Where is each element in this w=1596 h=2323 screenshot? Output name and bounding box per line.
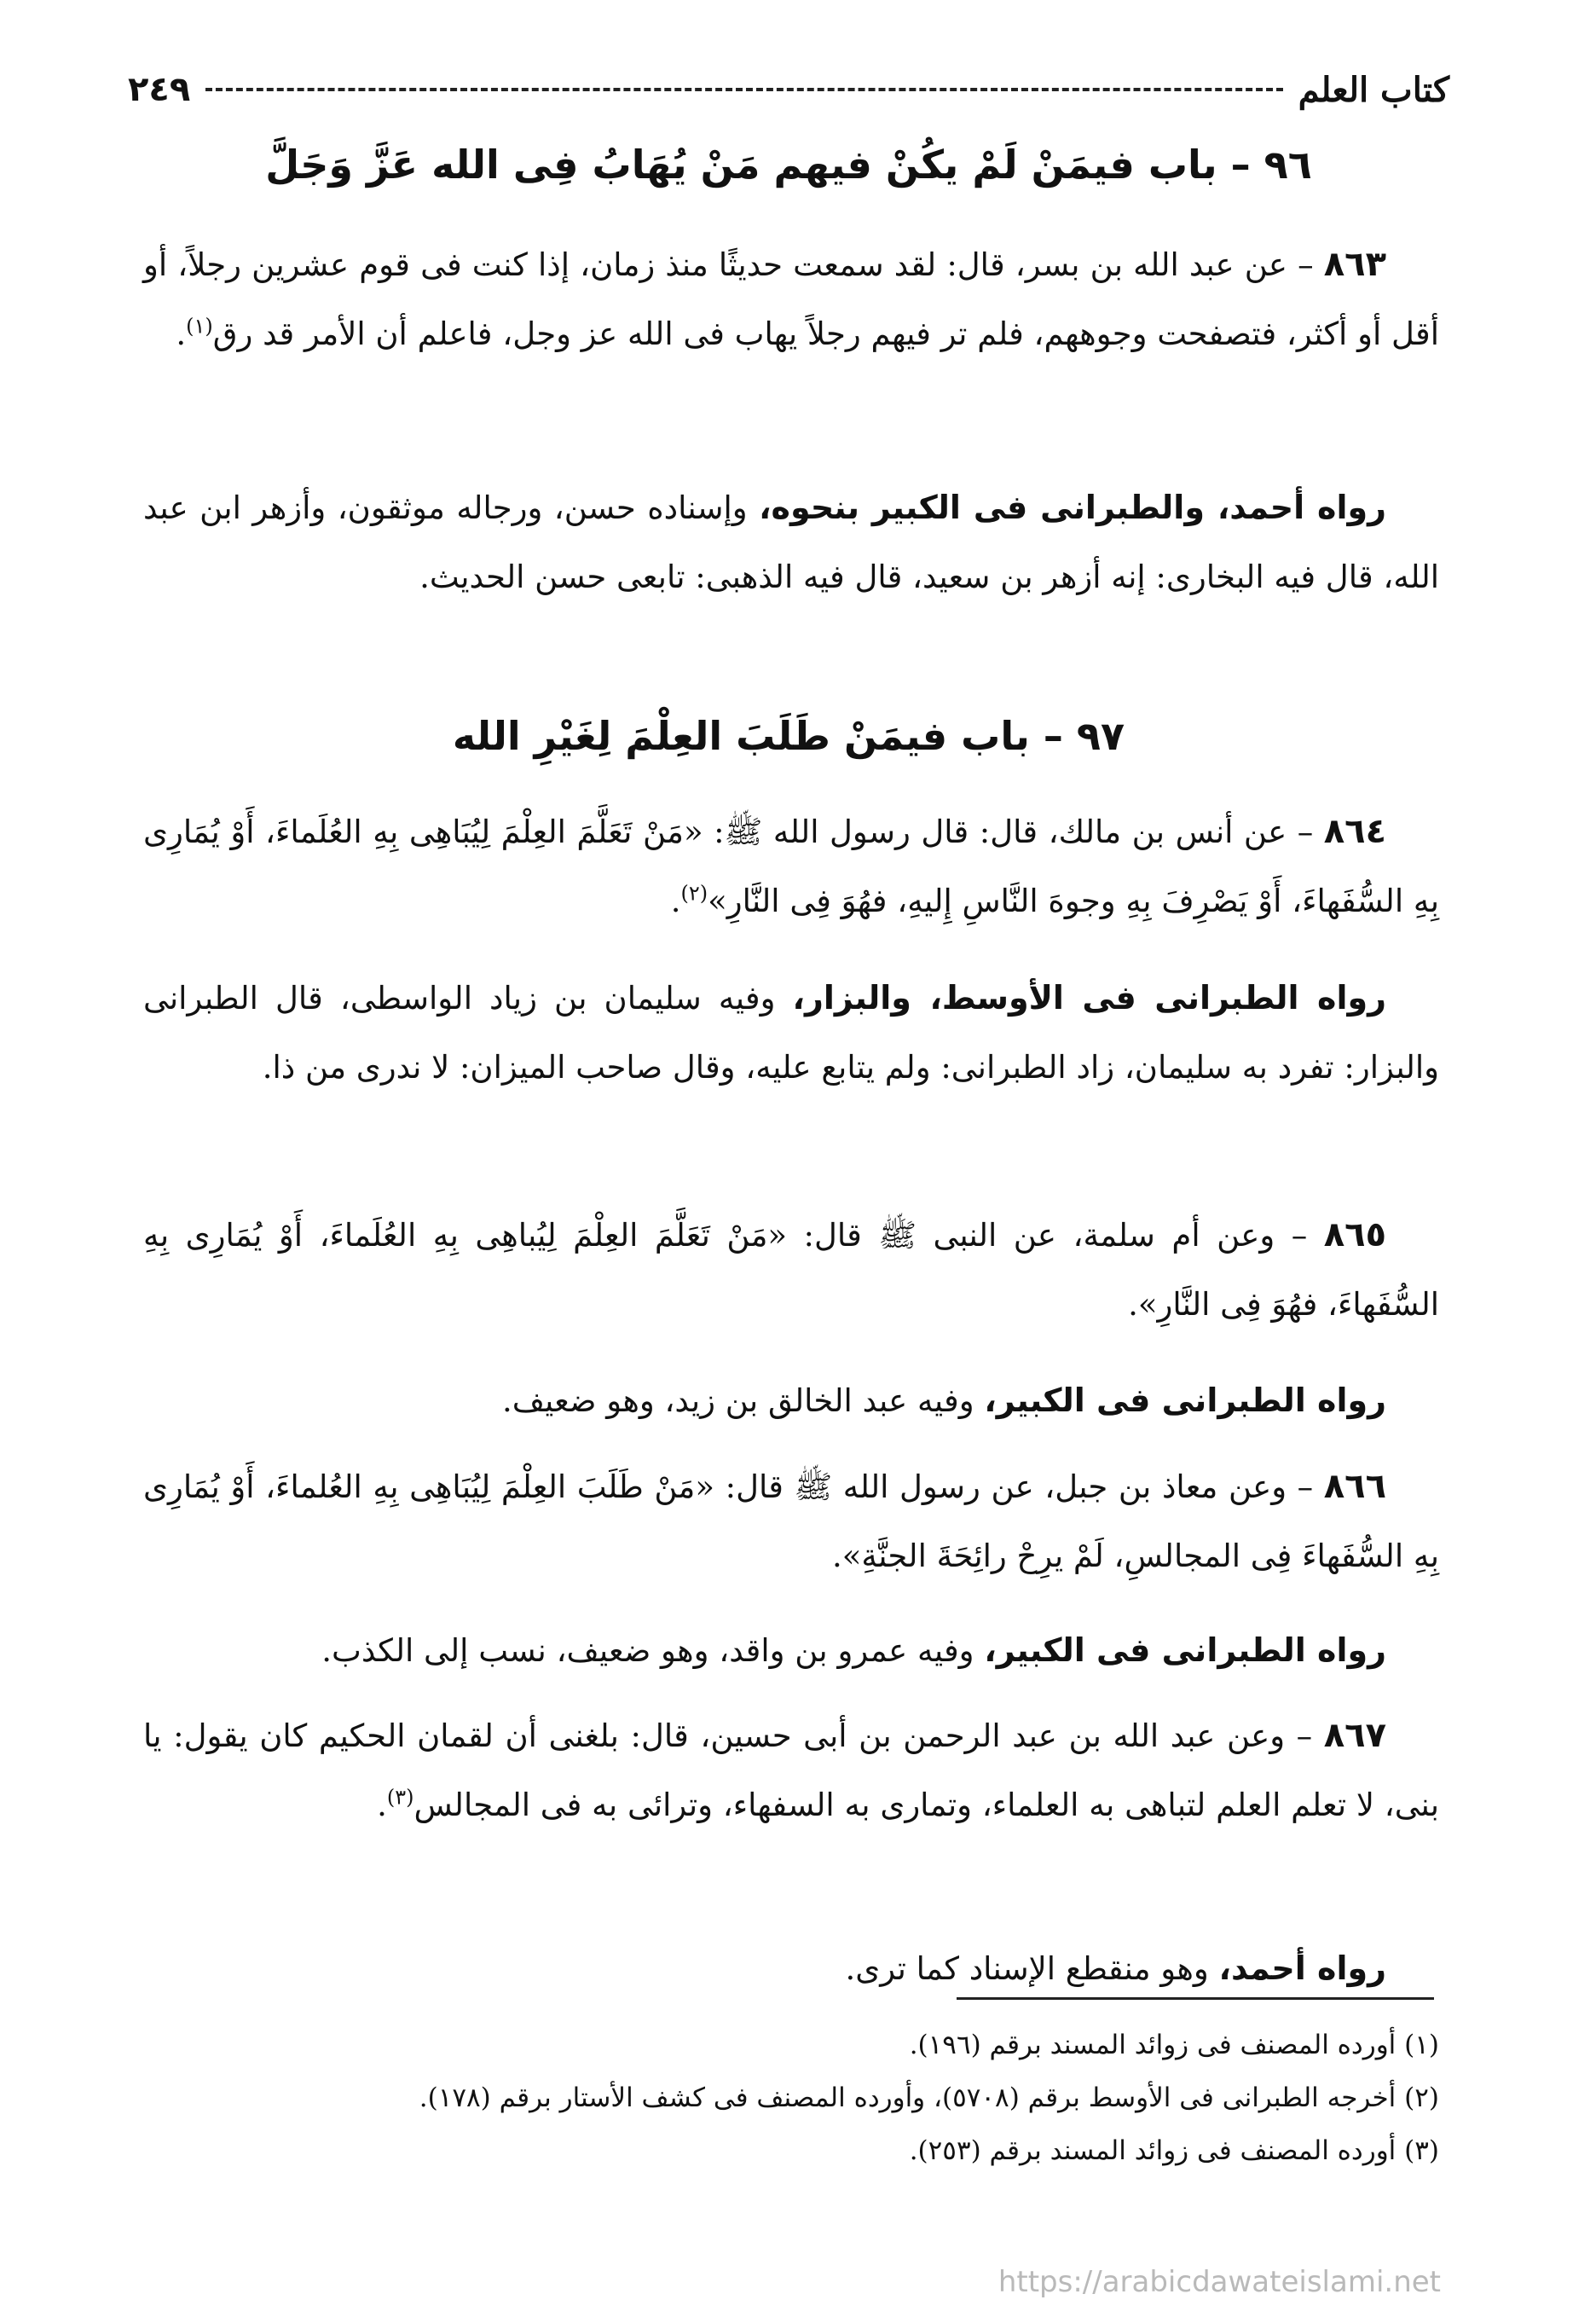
hadith-866-source	[143, 1616, 1439, 1685]
sentence-end: .	[670, 883, 681, 919]
watermark-url: https://arabicdawateislami.net	[998, 2265, 1441, 2299]
book-title: كتاب العلم	[1298, 69, 1449, 110]
running-header	[128, 60, 1449, 119]
hadith-863-source	[143, 473, 1439, 611]
hadith-text: – وعن أم سلمة، عن النبى ﷺ قال: «مَنْ تَعَلَّمَ العِلْمَ لِيُباهِى بِهِ العُلَماءَ، أَوْ يُمَارِى بِهِ السُّفَهاءَ، فهُوَ فِى النَّارِ».	[143, 1217, 1439, 1323]
source-attribution: رواه الطبرانى فى الكبير،	[984, 1382, 1386, 1419]
hadith-text: – عن أنس بن مالك، قال: قال رسول الله ﷺ: «مَنْ تَعَلَّمَ العِلْمَ لِيُبَاهِى بِهِ العُلَماءَ، أَوْ يُمَارِى بِهِ السُّفَهاءَ، أَوْ يَصْرِفَ بِهِ وجوهَ النَّاسِ إِليهِ، فهُوَ فِى النَّارِ»	[143, 814, 1439, 919]
hadith-866	[143, 1452, 1439, 1590]
footnote-2: (٢) أخرجه الطبرانى فى الأوسط برقم (٥٧٠٨)، وأورده المصنف فى كشف الأستار برقم (١٧٨).	[419, 2083, 1439, 2113]
section-heading-96: ٩٦ – باب فيمَنْ لَمْ يكُنْ فيهم مَنْ يُهَابُ فِى الله عَزَّ وَجَلَّ	[265, 142, 1312, 188]
hadith-number: ٨٦٦	[1323, 1467, 1386, 1506]
page-number: ٢٤٩	[128, 70, 191, 109]
source-commentary: وهو منقطع الإسناد كما ترى.	[845, 1950, 1219, 1987]
hadith-864	[143, 797, 1439, 936]
hadith-number: ٨٦٧	[1323, 1716, 1386, 1755]
hadith-number: ٨٦٤	[1323, 812, 1386, 851]
source-attribution: رواه أحمد، والطبرانى فى الكبير بنحوه،	[759, 489, 1387, 526]
section-heading-97: ٩٧ – باب فيمَنْ طَلَبَ العِلْمَ لِغَيْرِ الله	[452, 713, 1125, 759]
footnote-mark: (٢)	[680, 881, 708, 906]
hadith-867	[143, 1701, 1439, 1839]
hadith-text: – وعن معاذ بن جبل، عن رسول الله ﷺ قال: «مَنْ طَلَبَ العِلْمَ لِيُبَاهِى بِهِ العُلماءَ، أَوْ يُمَارِى بِهِ السُّفَهاءَ فِى المجالسِ، لَمْ يرِحْ رائِحَةَ الجنَّةِ».	[143, 1469, 1439, 1574]
hadith-text: – وعن عبد الله بن عبد الرحمن بن أبى حسين، قال: بلغنى أن لقمان الحكيم كان يقول: يا بنى، لا تعلم العلم لتباهى به العلماء، وتمارى به السفهاء، وترائى به فى المجالس	[143, 1718, 1439, 1823]
header-dashed-rule	[205, 88, 1282, 91]
footnote-1: (١) أورده المصنف فى زوائد المسند برقم (١٩٦).	[909, 2030, 1439, 2060]
source-attribution: رواه أحمد،	[1218, 1949, 1386, 1987]
hadith-863	[143, 230, 1439, 368]
source-commentary: وفيه عمرو بن واقد، وهو ضعيف، نسب إلى الكذب.	[321, 1632, 985, 1669]
hadith-text: – عن عبد الله بن بسر، قال: لقد سمعت حديثًا منذ زمان، إذا كنت فى قوم عشرين رجلاً، أو أقل أو أكثر، فتصفحت وجوههم، فلم تر فيهم رجلاً يهاب فى الله عز وجل، فاعلم أن الأمر قد رق	[143, 246, 1439, 352]
footnote-mark: (١)	[186, 314, 213, 339]
hadith-number: ٨٦٥	[1323, 1215, 1386, 1254]
sentence-end: .	[377, 1787, 387, 1823]
source-attribution: رواه الطبرانى فى الأوسط، والبزار،	[792, 979, 1386, 1017]
source-commentary: وإسناده حسن، ورجاله موثقون، وأزهر ابن عبد الله، قال فيه البخارى: إنه أزهر بن سعيد، قال فيه الذهبى: تابعى حسن الحديث.	[143, 490, 1439, 595]
hadith-number: ٨٦٣	[1323, 245, 1386, 284]
source-commentary: وفيه سليمان بن زياد الواسطى، قال الطبرانى والبزار: تفرد به سليمان، زاد الطبرانى: ولم يتابع عليه، وقال صاحب الميزان: لا ندرى من ذا.	[143, 980, 1439, 1086]
source-attribution: رواه الطبرانى فى الكبير،	[984, 1631, 1386, 1669]
source-commentary: وفيه عبد الخالق بن زيد، وهو ضعيف.	[501, 1382, 985, 1419]
footnote-separator	[957, 1997, 1434, 2000]
hadith-865-source	[143, 1366, 1439, 1435]
hadith-867-source	[143, 1934, 1439, 2003]
footnote-3: (٣) أورده المصنف فى زوائد المسند برقم (٢٥٣).	[909, 2135, 1439, 2166]
sentence-end: .	[176, 316, 187, 352]
footnote-mark: (٣)	[386, 1785, 414, 1810]
hadith-865	[143, 1201, 1439, 1339]
hadith-864-source	[143, 964, 1439, 1102]
